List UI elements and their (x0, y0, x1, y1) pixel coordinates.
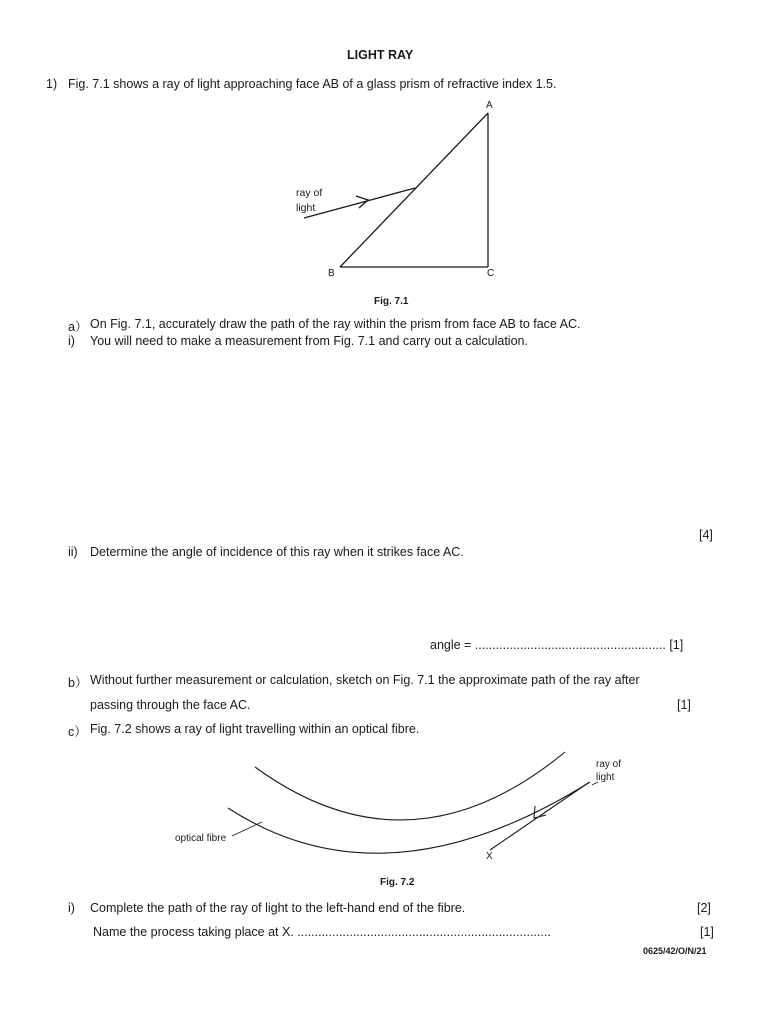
part-c-marker: c） (68, 725, 87, 739)
part-a-ii-marker: ii) (68, 545, 78, 559)
question-intro: Fig. 7.1 shows a ray of light approaching face AB of a glass prism of refractive index 1.5. (68, 77, 557, 91)
fibre-ray-label-line1: ray of (596, 759, 622, 770)
optical-fibre-pointer (232, 822, 262, 836)
part-b-marks: [1] (677, 698, 691, 712)
figure-7-1-caption: Fig. 7.1 (374, 296, 409, 307)
part-a-text: On Fig. 7.1, accurately draw the path of the ray within the prism from face AB to face AC. (90, 317, 581, 331)
part-b-text-line2: passing through the face AC. (90, 698, 251, 712)
page-title: LIGHT RAY (347, 48, 414, 62)
part-a-marker: a） (68, 320, 88, 334)
vertex-b-label: B (328, 268, 335, 279)
part-c-i-marker: i) (68, 901, 75, 915)
part-a-i-marks: [4] (699, 528, 713, 542)
question-number: 1) (46, 77, 58, 91)
vertex-a-label: A (486, 100, 493, 111)
part-c-i-line2-marks: [1] (700, 925, 714, 939)
fibre-upper-wall (255, 752, 565, 820)
part-b-marker: b） (68, 676, 88, 690)
part-a-ii-text: Determine the angle of incidence of this ray when it strikes face AC. (90, 545, 464, 559)
part-c-i-line2: Name the process taking place at X. ......................................................................... (93, 925, 551, 939)
part-a-i-text: You will need to make a measurement from Fig. 7.1 and carry out a calculation. (90, 334, 528, 348)
part-c-i-text: Complete the path of the ray of light to the left-hand end of the fibre. (90, 901, 466, 915)
optical-fibre-label: optical fibre (175, 833, 227, 844)
ray-label-line2: light (296, 202, 316, 214)
part-a-i-marker: i) (68, 334, 75, 348)
point-x-label: X (486, 851, 493, 862)
paper-code: 0625/42/O/N/21 (643, 946, 707, 956)
part-c-text: Fig. 7.2 shows a ray of light travelling within an optical fibre. (90, 722, 420, 736)
angle-answer-line: angle = ....................................................... [1] (430, 638, 684, 652)
vertex-c-label: C (487, 268, 495, 279)
figure-7-2-caption: Fig. 7.2 (380, 877, 415, 888)
ray-label-line1: ray of (296, 187, 323, 199)
fibre-ray-label-line2: light (596, 772, 615, 783)
part-c-i-marks: [2] (697, 901, 711, 915)
part-b-text-line1: Without further measurement or calculation, sketch on Fig. 7.1 the approximate path of the ray after (90, 673, 640, 687)
